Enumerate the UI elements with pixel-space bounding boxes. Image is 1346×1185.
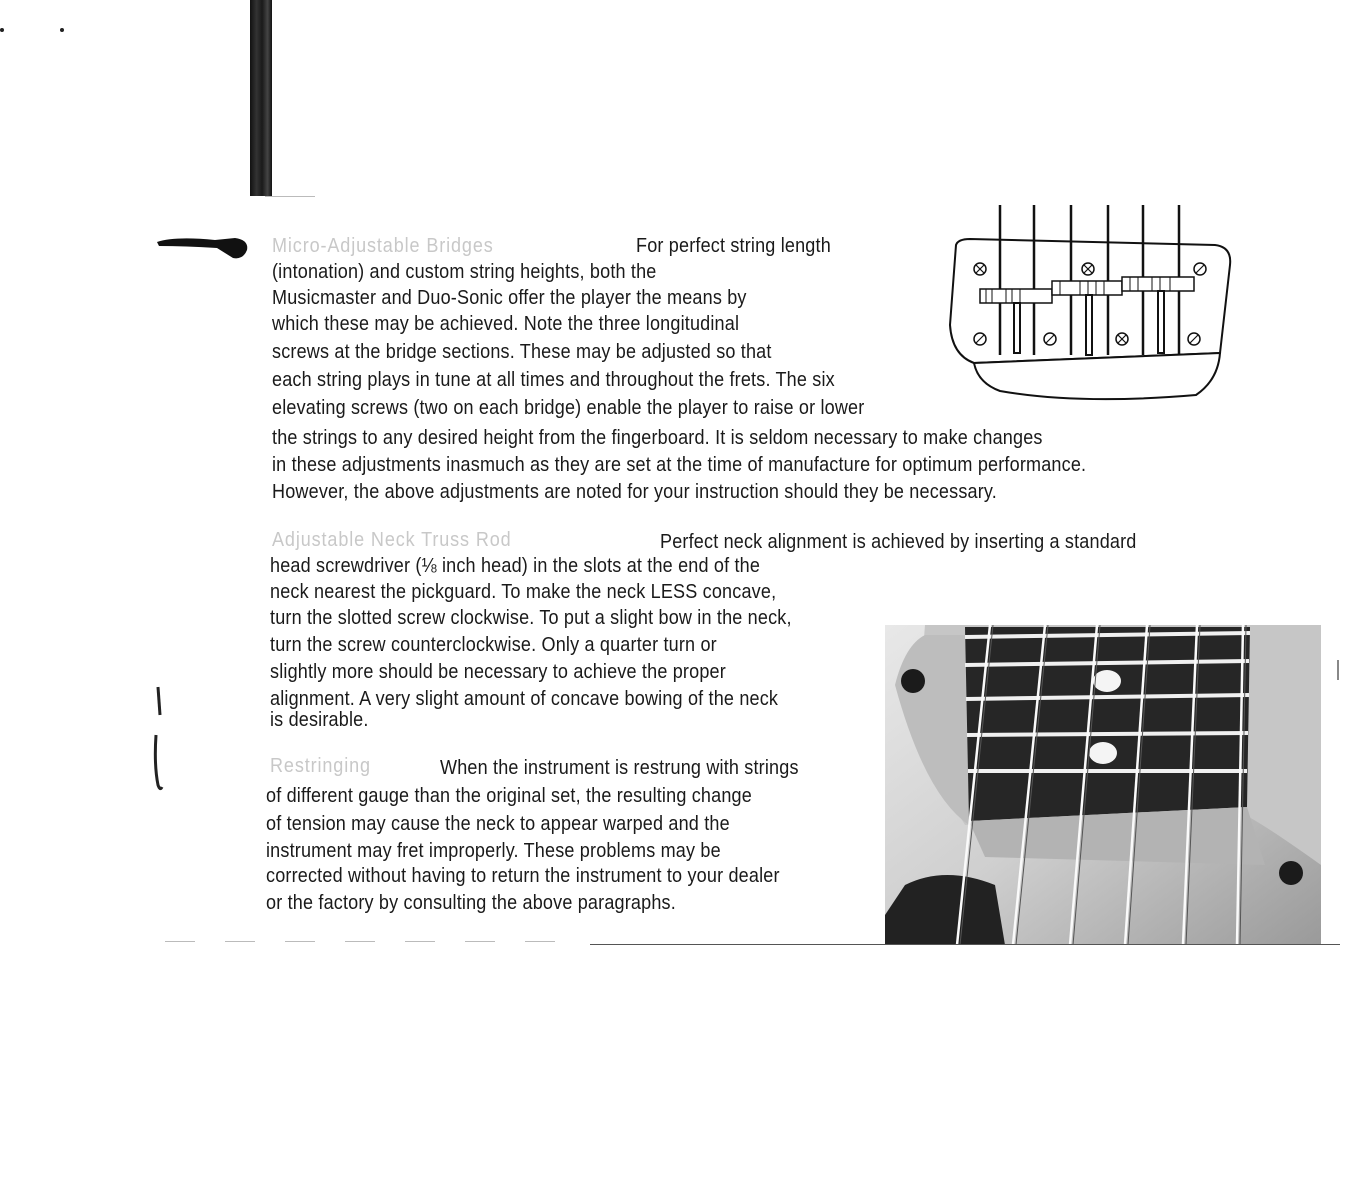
section-heading: Restringing [270, 754, 371, 777]
paragraph-line: (intonation) and custom string heights, both the [272, 260, 657, 283]
paragraph-line: each string plays in tune at all times and throughout the frets. The six [272, 368, 835, 391]
binding-strip [250, 0, 272, 196]
paragraph-line: alignment. A very slight amount of concave bowing of the neck [270, 687, 779, 710]
paragraph-line: in these adjustments inasmuch as they are set at the time of manufacture for optimum performance. [272, 453, 1087, 476]
paragraph-line: elevating screws (two on each bridge) enable the player to raise or lower [272, 396, 865, 419]
paragraph-line: or the factory by consulting the above paragraphs. [266, 891, 676, 914]
scan-line [265, 196, 315, 197]
paragraph-line: Musicmaster and Duo-Sonic offer the player the means by [272, 286, 747, 309]
margin-mark-graphic [150, 685, 170, 795]
section-heading: Micro-Adjustable Bridges [272, 234, 494, 257]
paragraph-line: neck nearest the pickguard. To make the neck LESS concave, [270, 580, 777, 603]
paragraph-line: screws at the bridge sections. These may be adjusted so that [272, 340, 772, 363]
paragraph-line: head screwdriver (⅛ inch head) in the slots at the end of the [270, 554, 761, 577]
paragraph-line: turn the slotted screw clockwise. To put a slight bow in the neck, [270, 606, 792, 629]
paragraph-line: which these may be achieved. Note the three longitudinal [272, 312, 740, 335]
scan-speck [60, 28, 64, 32]
paragraph-line: Perfect neck alignment is achieved by inserting a standard [660, 530, 1137, 553]
neck-heel-photo [885, 625, 1321, 945]
paragraph-line: slightly more should be necessary to achieve the proper [270, 660, 726, 683]
binding-clip-graphic [155, 232, 250, 262]
paragraph-line: the strings to any desired height from the fingerboard. It is seldom necessary to make changes [272, 426, 1043, 449]
paragraph-line: of tension may cause the neck to appear warped and the [266, 812, 730, 835]
paragraph-line: of different gauge than the original set, the resulting change [266, 784, 752, 807]
page-rule-dashed [165, 941, 585, 942]
paragraph-line: instrument may fret improperly. These problems may be [266, 839, 721, 862]
paragraph-line: turn the screw counterclockwise. Only a quarter turn or [270, 633, 717, 656]
bridge-illustration [930, 205, 1240, 405]
scan-speck [0, 28, 4, 32]
paragraph-line: is desirable. [270, 708, 369, 731]
page-rule [590, 944, 1340, 945]
paragraph-line: However, the above adjustments are noted for your instruction should they be necessary. [272, 480, 997, 503]
section-heading: Adjustable Neck Truss Rod [272, 528, 512, 551]
scan-mark [1337, 660, 1339, 680]
paragraph-line: For perfect string length [636, 234, 831, 257]
paragraph-line: corrected without having to return the instrument to your dealer [266, 864, 780, 887]
paragraph-line: When the instrument is restrung with strings [440, 756, 799, 779]
